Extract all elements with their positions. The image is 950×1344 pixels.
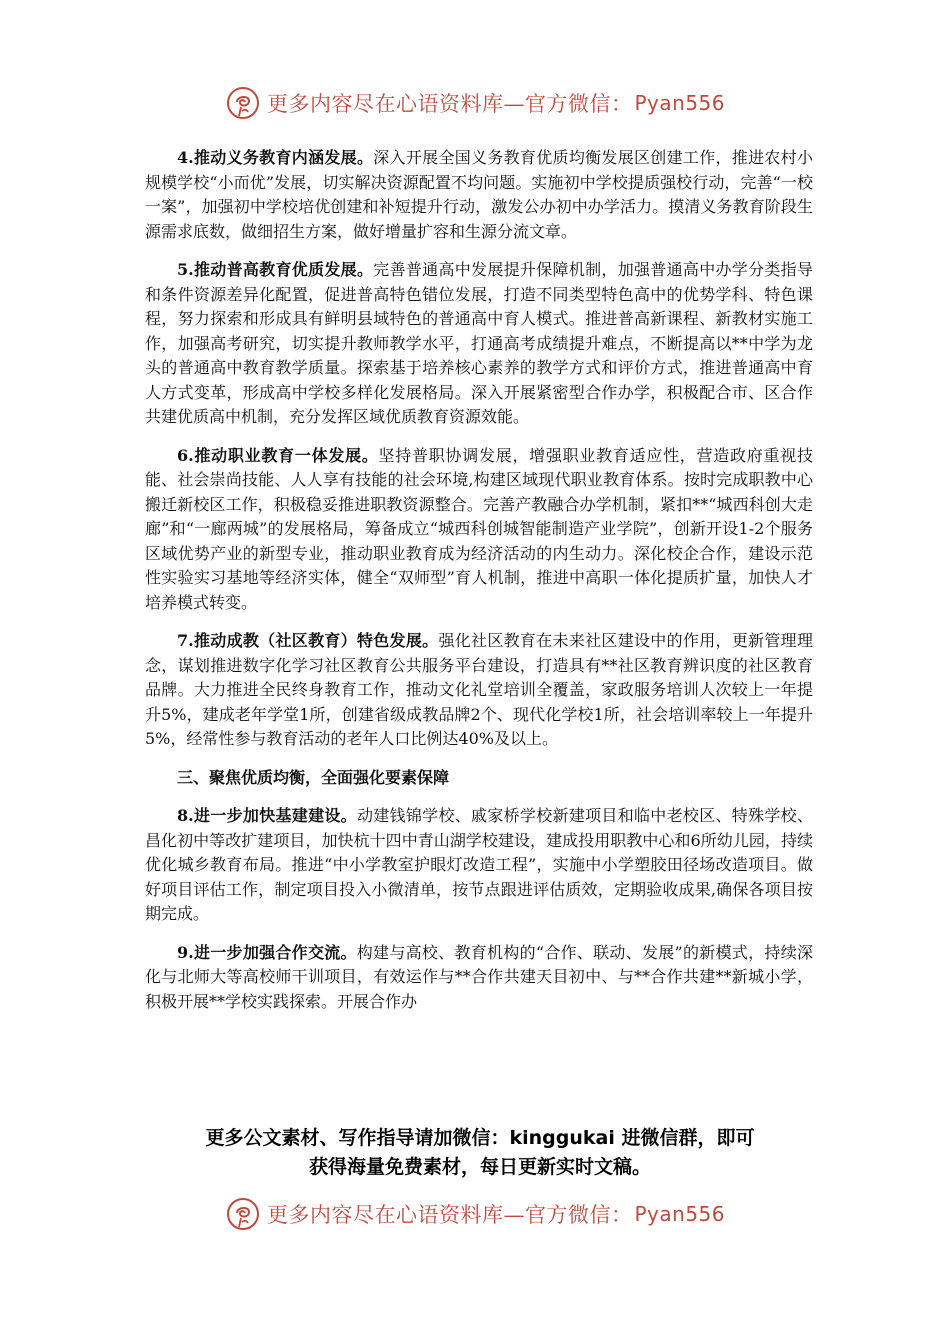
paragraph-text: 动建钱锦学校、戚家桥学校新建项目和临中老校区、特殊学校、昌化初中等改扩建项目，加快杭十四中青山湖学校建设，建成投用职教中心和6所幼儿园，持续优化城乡教育布局。推进“中小学教室护眼灯改造工程”，实施中小学塑胶田径场改造项目。做好项目评估工作，制定项目投入小微清单，按节点跟进评估质效，定期验收成果,确保各项目按期完成。 xyxy=(145,806,813,923)
footer-watermark xyxy=(0,1194,950,1234)
section-heading: 三、聚焦优质均衡，全面强化要素保障 xyxy=(177,767,450,787)
rose-logo-icon xyxy=(225,1196,261,1232)
paragraph-lead: 5.推动普高教育优质发展。 xyxy=(177,260,374,279)
paragraph-4 xyxy=(145,146,813,244)
paragraph-5 xyxy=(145,258,813,430)
paragraph-text: 坚持普职协调发展，增强职业教育适应性，营造政府重视技能、社会崇尚技能、人人享有技能的社会环境,构建区域现代职业教育体系。按时完成职教中心搬迁新校区工作，积极稳妥推进职教资源整合。完善产教融合办学机制，紧扣**“城西科创大走廊”和“一廊两城”的发展格局，筹备成立“城西科创城智能制造产业学院”，创新开设1-2个服务区域优势产业的新型专业，推动职业教育成为经济活动的内生动力。深化校企合作，建设示范性实验实习基地等经济实体，健全“双师型”育人机制，推进中高职一体化提质扩量，加快人才培养模式转变。 xyxy=(145,445,813,612)
paragraph-8 xyxy=(145,804,813,927)
paragraph-text: 深入开展全国义务教育优质均衡发展区创建工作，推进农村小规模学校“小而优”发展，切实解决资源配置不均问题。实施初中学校提质强校行动，完善“一校一案”，加强初中学校培优创建和补短提升行动，激发公办初中办学活力。摸清义务教育阶段生源需求底数，做细招生方案，做好增量扩容和生源分流文章。 xyxy=(145,148,813,241)
promo-line-2: 获得海量免费素材，每日更新实时文稿。 xyxy=(308,1156,651,1178)
paragraph-9 xyxy=(145,941,813,1015)
document-body xyxy=(145,146,813,1028)
paragraph-text: 完善普通高中发展提升保障机制，加强普通高中办学分类指导和条件资源差异化配置，促进普高特色错位发展，打造不同类型特色高中的优势学科、特色课程，努力探索和形成具有鲜明县域特色的普通高中育人模式。推进普高新课程、新教材实施工作，加强高考研究，切实提升教师教学水平，打通高考成绩提升难点，不断提高以**中学为龙头的普通高中教育教学质量。探索基于培养核心素养的教学方式和评价方式，推进普通高中育人方式变革，形成高中学校多样化发展格局。深入开展紧密型合作办学，积极配合市、区合作共建优质高中机制，充分发挥区域优质教育资源效能。 xyxy=(145,260,813,426)
paragraph-lead: 6.推动职业教育一体发展。 xyxy=(177,445,379,465)
paragraph-lead: 4.推动义务教育内涵发展。 xyxy=(177,148,374,167)
paragraph-6 xyxy=(145,444,813,616)
header-watermark xyxy=(0,83,950,123)
watermark-text: 更多内容尽在心语资料库—官方微信： xyxy=(266,92,633,116)
promo-banner xyxy=(140,1124,820,1182)
paragraph-lead: 7.推动成教（社区教育）特色发展。 xyxy=(177,631,439,650)
paragraph-7 xyxy=(145,629,813,752)
paragraph-text: 强化社区教育在未来社区建设中的作用，更新管理理念，谋划推进数字化学习社区教育公共服务平台建设，打造具有**社区教育辨识度的社区教育品牌。大力推进全民终身教育工作，推动文化礼堂培训全覆盖，家政服务培训人次较上一年提升5%，建成老年学堂1所，创建省级成教品牌2个、现代化学校1所，社会培训率较上一年提升5%，经常性参与教育活动的老年人口比例达40%及以上。 xyxy=(145,631,813,748)
rose-logo-icon xyxy=(225,85,261,121)
paragraph-lead: 9.进一步加强合作交流。 xyxy=(177,942,357,962)
paragraph-text: 构建与高校、教育机构的“合作、联动、发展”的新模式，持续深化与北师大等高校师干训项目，有效运作与**合作共建天目初中、与**合作共建**新城小学，积极开展**学校实践探索。开展合作办 xyxy=(145,942,813,1011)
watermark-wechat-id: Pyan556 xyxy=(634,1202,725,1226)
promo-line-1: 更多公文素材、写作指导请加微信：kinggukai 进微信群，即可 xyxy=(205,1127,755,1149)
paragraph-lead: 8.进一步加快基建建设。 xyxy=(177,806,357,825)
watermark-text: 更多内容尽在心语资料库—官方微信： xyxy=(266,1203,633,1227)
watermark-wechat-id: Pyan556 xyxy=(634,91,725,115)
